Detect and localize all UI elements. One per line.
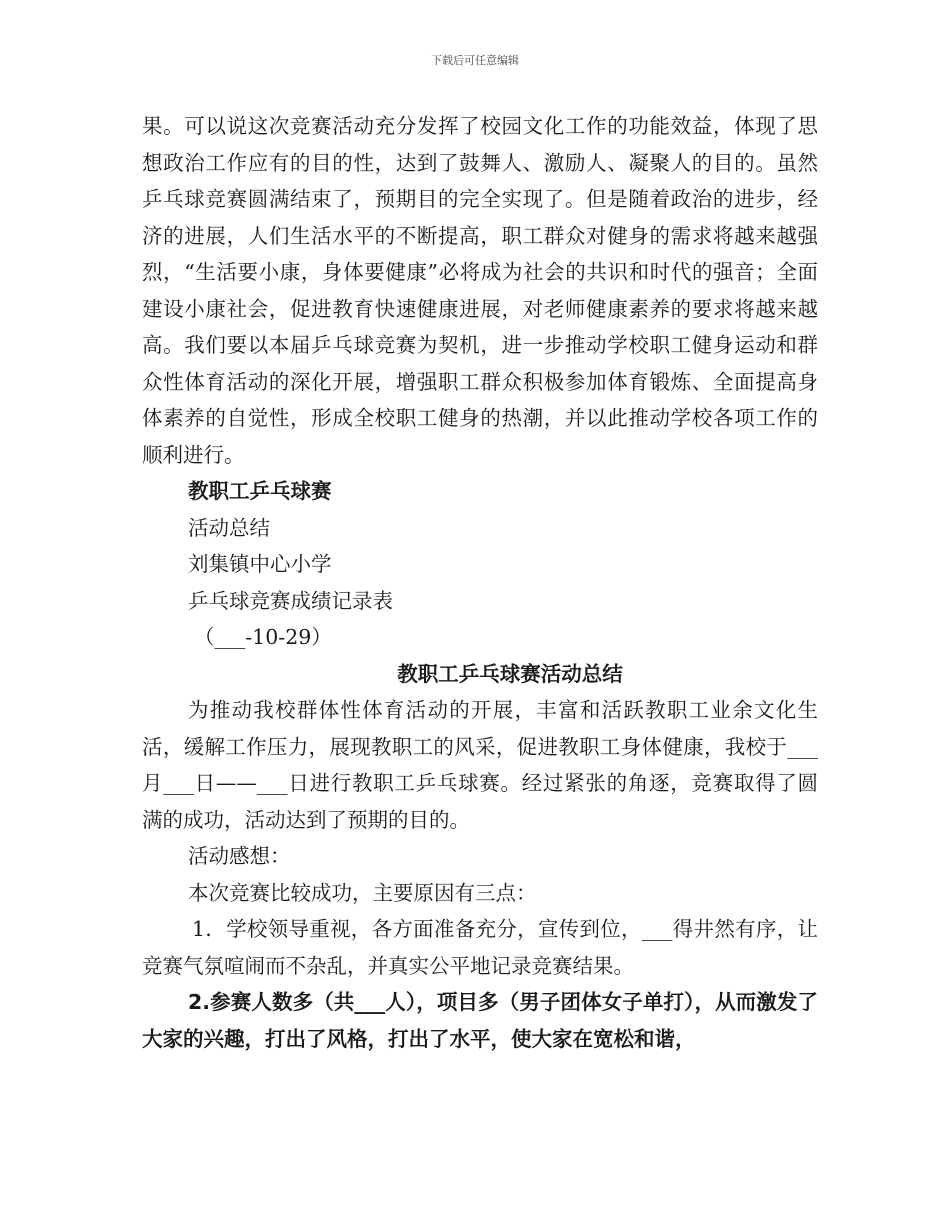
line-reasons: 本次竞赛比较成功，主要原因有三点： — [188, 880, 537, 905]
list-item-1: 1．学校领导重视，各方面准备充分，宣传到位，___得井然有序，让竞赛气氛喧闹而不杂乱，并真实公平地记录竞赛结果。 — [142, 917, 818, 978]
list-item-2: 2.参赛人数多（共___人），项目多（男子团体女子单打），从而激发了大家的兴趣，打出了风格，打出了水平，使大家在宽松和谐， — [142, 990, 818, 1051]
paragraph-intro: 为推动我校群体性体育活动的开展，丰富和活跃教职工业余文化生活，缓解工作压力，展现教职工的风采，促进教职工身体健康，我校于___月___日——___日进行教职工乒乓球赛。经过紧张的角逐，竞赛取得了圆满的成功，活动达到了预期的目的。 — [142, 698, 818, 832]
document-body — [142, 108, 818, 1057]
line-date: （___-10-29） — [194, 625, 332, 649]
line-activity-feeling: 活动感想： — [188, 844, 291, 868]
document-title: 教职工乒乓球赛活动总结 — [397, 661, 623, 686]
line-score-table: 乒乓球竞赛成绩记录表 — [188, 588, 393, 613]
line-activity-summary: 活动总结 — [188, 515, 270, 540]
line-school-name: 刘集镇中心小学 — [188, 552, 332, 576]
section-heading: 教职工乒乓球赛 — [188, 479, 332, 503]
page-header: 下载后可任意编辑 — [431, 54, 519, 67]
paragraph-conclusion: 果。可以说这次竞赛活动充分发挥了校园文化工作的功能效益，体现了思想政治工作应有的目的性，达到了鼓舞人、激励人、凝聚人的目的。虽然乒乓球竞赛圆满结束了，预期目的完全实现了。但是随着政治的进步，经济的进展，人们生活水平的不断提高，职工群众对健身的需求将越来越强烈，“生活要小康，身体要健康”必将成为社会的共识和时代的强音；全面建设小康社会，促进教育快速健康进展，对老师健康素养的要求将越来越高。我们要以本届乒乓球竞赛为契机，进一步推动学校职工健身运动和群众性体育活动的深化开展，增强职工群众积极参加体育锻炼、全面提高身体素养的自觉性，形成全校职工健身的热潮，并以此推动学校各项工作的顺利进行。 — [142, 114, 818, 467]
